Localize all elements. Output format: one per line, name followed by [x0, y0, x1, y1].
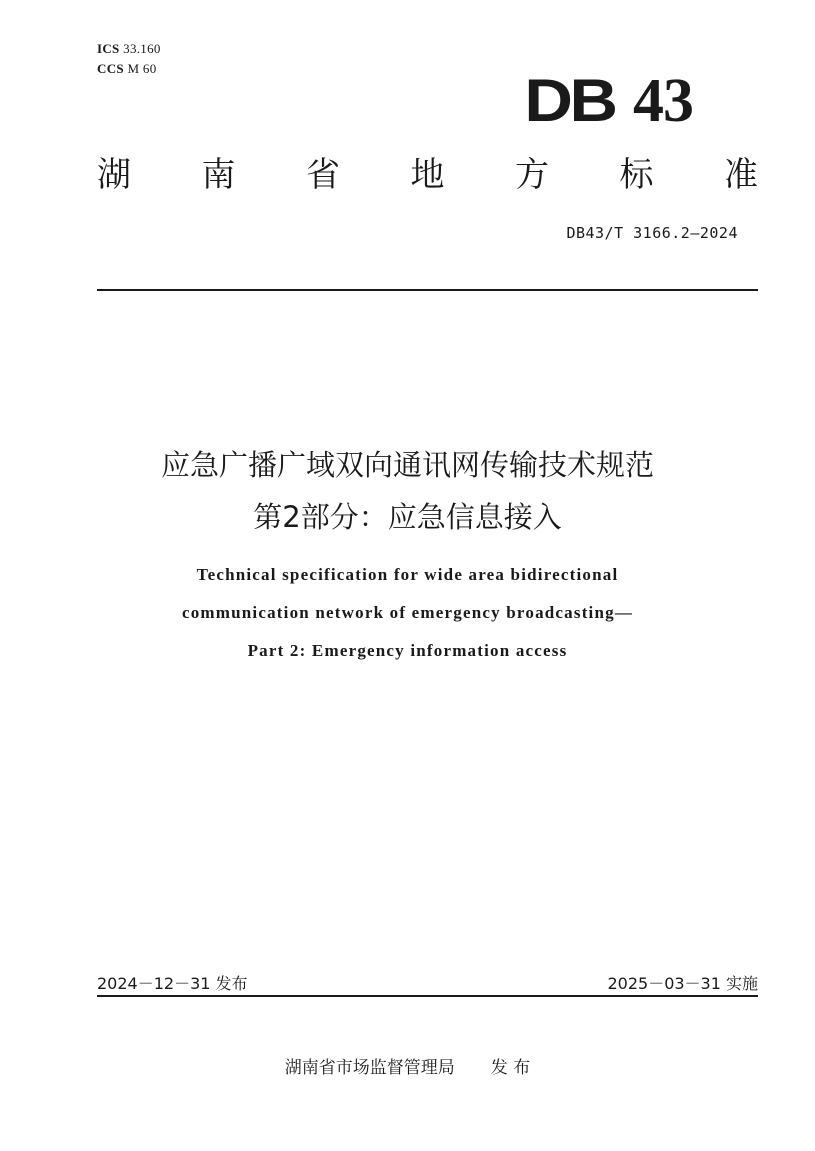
chinese-title-line-2: 第2部分：应急信息接入 [253, 500, 562, 534]
standard-type-char: 湖 [97, 155, 131, 195]
standard-type-char: 南 [201, 155, 236, 195]
standard-type-char: 标 [619, 155, 654, 195]
ics-value: 33.160 [123, 41, 161, 56]
bottom-divider [97, 995, 758, 997]
issuing-authority [0, 1053, 815, 1078]
standard-type-char: 地 [410, 155, 445, 195]
english-title-line-3: Part 2: Emergency information access [247, 641, 568, 660]
ics-code [97, 39, 161, 59]
standard-type-char: 省 [306, 155, 340, 195]
english-title-line-2: communication network of emergency broadcasting— [181, 603, 634, 622]
logo-prefix: DB [524, 67, 615, 134]
implementation-date: 2025－03－31 实施 [607, 974, 758, 993]
ccs-code [97, 59, 161, 79]
standard-type-char: 准 [724, 155, 758, 195]
chinese-title-line-1: 应急广播广域双向通讯网传输技术规范 [160, 448, 654, 482]
issue-date: 2024－12－31 发布 [97, 974, 248, 993]
issuer-action: 发 布 [490, 1058, 531, 1078]
top-divider [97, 289, 758, 291]
issuer-name: 湖南省市场监督管理局 [284, 1058, 455, 1078]
standard-number: DB43/T 3166.2—2024 [566, 224, 738, 242]
ccs-value: M 60 [127, 61, 157, 76]
standard-type-heading [97, 150, 758, 200]
classification-codes [97, 39, 161, 79]
ics-label: ICS [97, 41, 120, 56]
ccs-label: CCS [97, 61, 124, 76]
standard-type-char: 方 [515, 155, 549, 195]
logo-number: 43 [633, 67, 693, 135]
english-title-line-1: Technical specification for wide area bidirectional [196, 565, 619, 584]
db43-logo [524, 66, 693, 136]
